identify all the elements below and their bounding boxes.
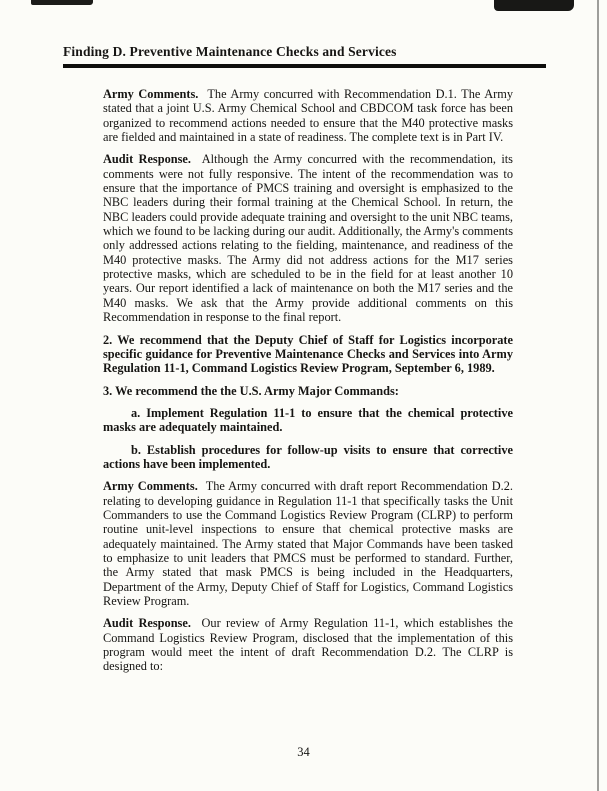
paragraph-text: The Army concurred with draft report Recommendation D.2. relating to developing guidance in Regulation 11-1 that specifically tasks the Unit Commanders to use the Command Logistics Review Program (CLRP) to perform routine unit-level inspections to ensure that chemical protective masks are adequately maintained. The Army stated that Major Commands have been tasked to emphasize to unit leaders that PMCS must be performed to standard. Further, the Army stated that mask PMCS is being included in the Headquarters, Department of the Army, Deputy Chief of Staff for Logistics, Command Logistics Review Program. (103, 479, 513, 608)
paragraph-lead: Army Comments. (103, 479, 198, 494)
paragraph-lead: Army Comments. (103, 87, 199, 101)
page-body (103, 87, 513, 682)
paragraph-text: Our review of Army Regulation 11-1, which establishes the Command Logistics Review Program, disclosed that the implementation of this program would meet the intent of draft Recommendation D.2. The CLRP is designed to: (103, 616, 513, 674)
scan-artifact-top-left (31, 0, 93, 5)
heading-rule (63, 64, 546, 68)
army-comments-d1-paragraph (103, 87, 513, 144)
paragraph-text: 2. We recommend that the Deputy Chief of Staff for Logistics incorporate specific guidance for Preventive Maintenance Checks and Services into Army Regulation 11-1, Command Logistics Review Program, September 6, 1989. (103, 332, 513, 376)
recommendation-2-paragraph (103, 333, 513, 376)
paragraph-text: Although the Army concurred with the recommendation, its comments were not fully responsive. The intent of the recommendation was to ensure that the importance of PMCS training and oversight is emphasized to the NBC leaders during their formal training at the Chemical School. In return, the NBC leaders could provide adequate training and oversight to the unit NBC teams, which we found to be lacking during our audit. Additionally, the Army's comments only addressed actions relating to the fielding, maintenance, and readiness of the M40 protective masks. The Army did not address actions for the M17 series protective masks, which are scheduled to be in the field for at least another 10 years. Our report identified a lack of maintenance on both the M17 series and the M40 masks. We ask that the Army provide additional comments on this Recommendation in response to the final report. (103, 152, 513, 325)
paragraph-text: The Army concurred with Recommendation D.1. The Army stated that a joint U.S. Army Chemical School and CBDCOM task force has been organized to recommend actions needed to ensure that the M40 protective masks are fielded and maintained in a state of readiness. The complete text is in Part IV. (103, 87, 513, 145)
paragraph-text: 3. We recommend the the U.S. Army Major Commands: (103, 383, 399, 398)
audit-response-d2-paragraph (103, 616, 513, 673)
audit-response-d1-paragraph (103, 152, 513, 324)
army-comments-d2-paragraph (103, 479, 513, 608)
paragraph-text: b. Establish procedures for follow-up visits to ensure that corrective actions have been implemented. (103, 442, 513, 471)
paragraph-lead: Audit Response. (103, 152, 191, 167)
recommendation-3b-paragraph (103, 443, 513, 472)
scan-artifact-top-right (494, 0, 574, 11)
page-heading: Finding D. Preventive Maintenance Checks and Services (63, 44, 397, 59)
page-number: 34 (297, 745, 310, 759)
recommendation-3-paragraph (103, 384, 513, 398)
recommendation-3a-paragraph (103, 406, 513, 435)
paragraph-text: a. Implement Regulation 11-1 to ensure that the chemical protective masks are adequately maintained. (103, 405, 513, 435)
scan-artifact-right-edge (597, 0, 599, 791)
paragraph-lead: Audit Response. (103, 616, 191, 631)
